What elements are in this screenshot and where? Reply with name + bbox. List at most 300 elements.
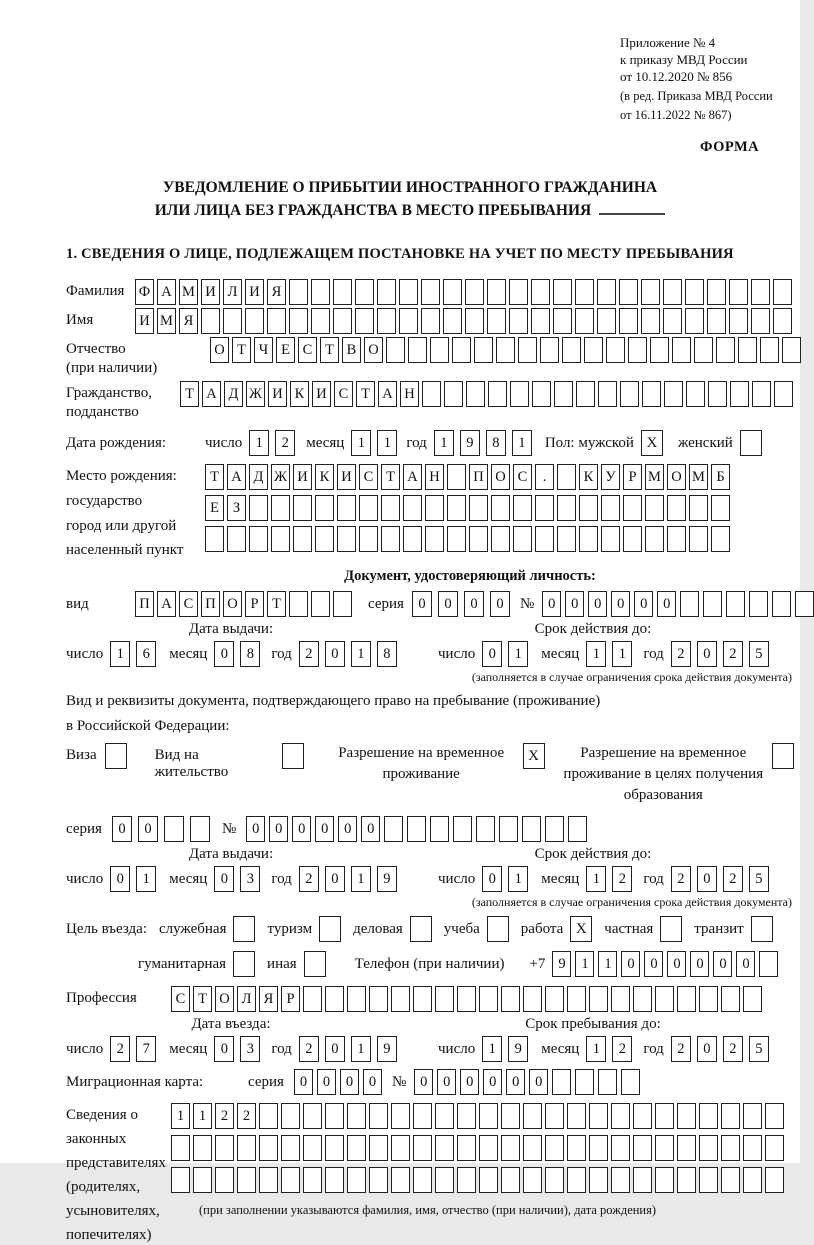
char-cell[interactable]: 0: [338, 816, 357, 842]
char-cell[interactable]: [259, 1167, 278, 1193]
char-cell[interactable]: [606, 337, 625, 363]
char-cell[interactable]: Т: [267, 591, 286, 617]
char-cell[interactable]: Н: [400, 381, 419, 407]
char-cell[interactable]: [457, 986, 476, 1012]
char-cell[interactable]: [355, 279, 374, 305]
char-cell[interactable]: [190, 816, 210, 842]
char-cell[interactable]: О: [210, 337, 229, 363]
char-cell[interactable]: 1: [193, 1103, 212, 1129]
char-cell[interactable]: [545, 816, 564, 842]
char-cell[interactable]: [171, 1167, 190, 1193]
char-cell[interactable]: [557, 526, 576, 552]
char-cell[interactable]: [711, 495, 730, 521]
char-cell[interactable]: 2: [723, 1036, 743, 1062]
char-cell[interactable]: [650, 337, 669, 363]
char-cell[interactable]: [491, 495, 510, 521]
char-cell[interactable]: 0: [412, 591, 432, 617]
char-cell[interactable]: [435, 986, 454, 1012]
char-cell[interactable]: [795, 591, 814, 617]
char-cell[interactable]: И: [312, 381, 331, 407]
char-cell[interactable]: [721, 1135, 740, 1161]
char-cell[interactable]: Р: [245, 591, 264, 617]
char-cell[interactable]: Р: [281, 986, 300, 1012]
char-cell[interactable]: [443, 279, 462, 305]
purpose-private-checkbox[interactable]: [660, 916, 682, 942]
char-cell[interactable]: [487, 279, 506, 305]
char-cell[interactable]: [554, 381, 573, 407]
char-cell[interactable]: [479, 1167, 498, 1193]
char-cell[interactable]: [584, 337, 603, 363]
char-cell[interactable]: О: [215, 986, 234, 1012]
char-cell[interactable]: [479, 986, 498, 1012]
char-cell[interactable]: [553, 308, 572, 334]
char-cell[interactable]: [325, 986, 344, 1012]
char-cell[interactable]: [699, 1167, 718, 1193]
char-cell[interactable]: [501, 1167, 520, 1193]
char-cell[interactable]: [193, 1167, 212, 1193]
char-cell[interactable]: [386, 337, 405, 363]
char-cell[interactable]: [311, 591, 330, 617]
char-cell[interactable]: [377, 279, 396, 305]
char-cell[interactable]: [677, 1135, 696, 1161]
char-cell[interactable]: [384, 816, 403, 842]
char-cell[interactable]: [523, 1135, 542, 1161]
char-cell[interactable]: [579, 495, 598, 521]
char-cell[interactable]: О: [491, 464, 510, 490]
char-cell[interactable]: [782, 337, 801, 363]
char-cell[interactable]: [567, 1135, 586, 1161]
char-cell[interactable]: [422, 381, 441, 407]
char-cell[interactable]: 0: [138, 816, 158, 842]
char-cell[interactable]: [545, 1135, 564, 1161]
char-cell[interactable]: 1: [377, 430, 397, 456]
char-cell[interactable]: [237, 1167, 256, 1193]
char-cell[interactable]: [751, 279, 770, 305]
char-cell[interactable]: [413, 986, 432, 1012]
char-cell[interactable]: [249, 526, 268, 552]
char-cell[interactable]: [476, 816, 495, 842]
char-cell[interactable]: 1: [586, 641, 606, 667]
char-cell[interactable]: [444, 381, 463, 407]
char-cell[interactable]: 0: [667, 951, 686, 977]
char-cell[interactable]: И: [245, 279, 264, 305]
char-cell[interactable]: [677, 1103, 696, 1129]
char-cell[interactable]: 3: [240, 866, 260, 892]
char-cell[interactable]: О: [667, 464, 686, 490]
char-cell[interactable]: [413, 1135, 432, 1161]
char-cell[interactable]: [447, 526, 466, 552]
char-cell[interactable]: 0: [438, 591, 458, 617]
char-cell[interactable]: [611, 1135, 630, 1161]
char-cell[interactable]: С: [359, 464, 378, 490]
char-cell[interactable]: Ж: [246, 381, 265, 407]
char-cell[interactable]: 0: [325, 866, 345, 892]
char-cell[interactable]: [259, 1103, 278, 1129]
char-cell[interactable]: 2: [723, 866, 743, 892]
char-cell[interactable]: [729, 279, 748, 305]
char-cell[interactable]: [765, 1167, 784, 1193]
char-cell[interactable]: [303, 1103, 322, 1129]
char-cell[interactable]: [597, 279, 616, 305]
char-cell[interactable]: [726, 591, 745, 617]
char-cell[interactable]: [685, 279, 704, 305]
char-cell[interactable]: [435, 1135, 454, 1161]
char-cell[interactable]: [641, 308, 660, 334]
char-cell[interactable]: Л: [237, 986, 256, 1012]
char-cell[interactable]: [773, 308, 792, 334]
char-cell[interactable]: [553, 279, 572, 305]
char-cell[interactable]: [633, 1135, 652, 1161]
char-cell[interactable]: [413, 1103, 432, 1129]
char-cell[interactable]: [621, 1069, 640, 1095]
char-cell[interactable]: [677, 1167, 696, 1193]
char-cell[interactable]: [509, 279, 528, 305]
char-cell[interactable]: Е: [205, 495, 224, 521]
char-cell[interactable]: 0: [657, 591, 676, 617]
char-cell[interactable]: [325, 1167, 344, 1193]
char-cell[interactable]: [707, 279, 726, 305]
char-cell[interactable]: 0: [110, 866, 130, 892]
char-cell[interactable]: [164, 816, 184, 842]
char-cell[interactable]: Ж: [271, 464, 290, 490]
char-cell[interactable]: Я: [259, 986, 278, 1012]
char-cell[interactable]: 1: [508, 641, 528, 667]
char-cell[interactable]: С: [513, 464, 532, 490]
char-cell[interactable]: [523, 986, 542, 1012]
char-cell[interactable]: 3: [240, 1036, 260, 1062]
char-cell[interactable]: [377, 308, 396, 334]
char-cell[interactable]: [311, 279, 330, 305]
char-cell[interactable]: [633, 1103, 652, 1129]
male-checkbox[interactable]: X: [641, 430, 663, 456]
char-cell[interactable]: 0: [736, 951, 755, 977]
char-cell[interactable]: [469, 526, 488, 552]
char-cell[interactable]: С: [171, 986, 190, 1012]
char-cell[interactable]: [655, 1135, 674, 1161]
char-cell[interactable]: [281, 1167, 300, 1193]
char-cell[interactable]: [699, 986, 718, 1012]
char-cell[interactable]: [601, 526, 620, 552]
char-cell[interactable]: 7: [136, 1036, 156, 1062]
char-cell[interactable]: К: [315, 464, 334, 490]
char-cell[interactable]: 6: [136, 641, 156, 667]
char-cell[interactable]: А: [403, 464, 422, 490]
char-cell[interactable]: [576, 381, 595, 407]
char-cell[interactable]: [289, 279, 308, 305]
char-cell[interactable]: [532, 381, 551, 407]
char-cell[interactable]: [399, 279, 418, 305]
char-cell[interactable]: [689, 526, 708, 552]
char-cell[interactable]: Т: [180, 381, 199, 407]
char-cell[interactable]: [535, 495, 554, 521]
char-cell[interactable]: [403, 495, 422, 521]
char-cell[interactable]: [205, 526, 224, 552]
char-cell[interactable]: 0: [697, 1036, 717, 1062]
char-cell[interactable]: П: [201, 591, 220, 617]
char-cell[interactable]: О: [364, 337, 383, 363]
char-cell[interactable]: [501, 1135, 520, 1161]
char-cell[interactable]: 2: [215, 1103, 234, 1129]
char-cell[interactable]: [303, 1167, 322, 1193]
char-cell[interactable]: Я: [267, 279, 286, 305]
char-cell[interactable]: [575, 1069, 594, 1095]
char-cell[interactable]: 2: [671, 866, 691, 892]
char-cell[interactable]: [623, 526, 642, 552]
char-cell[interactable]: [447, 464, 466, 490]
char-cell[interactable]: П: [469, 464, 488, 490]
char-cell[interactable]: 0: [482, 641, 502, 667]
char-cell[interactable]: [589, 1167, 608, 1193]
char-cell[interactable]: Т: [232, 337, 251, 363]
char-cell[interactable]: 0: [214, 641, 234, 667]
char-cell[interactable]: [465, 279, 484, 305]
char-cell[interactable]: [249, 495, 268, 521]
char-cell[interactable]: 0: [490, 591, 510, 617]
char-cell[interactable]: [325, 1135, 344, 1161]
char-cell[interactable]: С: [179, 591, 198, 617]
char-cell[interactable]: М: [645, 464, 664, 490]
purpose-humanitarian-checkbox[interactable]: [233, 951, 255, 977]
char-cell[interactable]: 1: [612, 641, 632, 667]
char-cell[interactable]: [743, 1167, 762, 1193]
char-cell[interactable]: [359, 526, 378, 552]
char-cell[interactable]: [743, 986, 762, 1012]
char-cell[interactable]: [391, 1103, 410, 1129]
char-cell[interactable]: 9: [552, 951, 571, 977]
char-cell[interactable]: Т: [381, 464, 400, 490]
char-cell[interactable]: [452, 337, 471, 363]
char-cell[interactable]: [611, 1103, 630, 1129]
char-cell[interactable]: [171, 1135, 190, 1161]
char-cell[interactable]: [435, 1103, 454, 1129]
char-cell[interactable]: 0: [325, 1036, 345, 1062]
char-cell[interactable]: [501, 986, 520, 1012]
char-cell[interactable]: [655, 986, 674, 1012]
char-cell[interactable]: 0: [414, 1069, 433, 1095]
char-cell[interactable]: 5: [749, 866, 769, 892]
char-cell[interactable]: [611, 1167, 630, 1193]
char-cell[interactable]: [568, 816, 587, 842]
char-cell[interactable]: Ч: [254, 337, 273, 363]
char-cell[interactable]: [589, 986, 608, 1012]
char-cell[interactable]: Л: [223, 279, 242, 305]
char-cell[interactable]: [333, 308, 352, 334]
char-cell[interactable]: [686, 381, 705, 407]
char-cell[interactable]: 0: [340, 1069, 359, 1095]
char-cell[interactable]: 0: [611, 591, 630, 617]
char-cell[interactable]: 9: [460, 430, 480, 456]
char-cell[interactable]: [765, 1135, 784, 1161]
char-cell[interactable]: [499, 816, 518, 842]
char-cell[interactable]: И: [135, 308, 154, 334]
char-cell[interactable]: С: [334, 381, 353, 407]
char-cell[interactable]: [699, 1103, 718, 1129]
female-checkbox[interactable]: [740, 430, 762, 456]
char-cell[interactable]: [579, 526, 598, 552]
char-cell[interactable]: 0: [634, 591, 653, 617]
char-cell[interactable]: [672, 337, 691, 363]
purpose-official-checkbox[interactable]: [233, 916, 255, 942]
char-cell[interactable]: [347, 1103, 366, 1129]
char-cell[interactable]: 1: [351, 1036, 371, 1062]
char-cell[interactable]: [628, 337, 647, 363]
char-cell[interactable]: [523, 1167, 542, 1193]
char-cell[interactable]: [620, 381, 639, 407]
char-cell[interactable]: [562, 337, 581, 363]
char-cell[interactable]: [408, 337, 427, 363]
char-cell[interactable]: [765, 1103, 784, 1129]
char-cell[interactable]: [738, 337, 757, 363]
char-cell[interactable]: [359, 495, 378, 521]
char-cell[interactable]: 1: [586, 866, 606, 892]
char-cell[interactable]: 0: [542, 591, 561, 617]
char-cell[interactable]: [598, 1069, 617, 1095]
char-cell[interactable]: [751, 308, 770, 334]
char-cell[interactable]: [633, 1167, 652, 1193]
char-cell[interactable]: [289, 308, 308, 334]
char-cell[interactable]: А: [202, 381, 221, 407]
char-cell[interactable]: Т: [205, 464, 224, 490]
char-cell[interactable]: [435, 1167, 454, 1193]
char-cell[interactable]: 0: [588, 591, 607, 617]
purpose-business-checkbox[interactable]: [410, 916, 432, 942]
char-cell[interactable]: З: [227, 495, 246, 521]
char-cell[interactable]: 1: [351, 866, 371, 892]
char-cell[interactable]: 0: [325, 641, 345, 667]
char-cell[interactable]: [575, 308, 594, 334]
char-cell[interactable]: 0: [690, 951, 709, 977]
char-cell[interactable]: [567, 1103, 586, 1129]
char-cell[interactable]: [227, 526, 246, 552]
char-cell[interactable]: 0: [697, 866, 717, 892]
char-cell[interactable]: [369, 986, 388, 1012]
char-cell[interactable]: [721, 986, 740, 1012]
char-cell[interactable]: 1: [110, 641, 130, 667]
char-cell[interactable]: 1: [434, 430, 454, 456]
char-cell[interactable]: [518, 337, 537, 363]
residence-permit-checkbox[interactable]: [282, 743, 304, 769]
char-cell[interactable]: 1: [482, 1036, 502, 1062]
char-cell[interactable]: [680, 591, 699, 617]
char-cell[interactable]: [267, 308, 286, 334]
char-cell[interactable]: М: [157, 308, 176, 334]
char-cell[interactable]: 1: [171, 1103, 190, 1129]
char-cell[interactable]: 0: [460, 1069, 479, 1095]
char-cell[interactable]: [311, 308, 330, 334]
char-cell[interactable]: М: [689, 464, 708, 490]
char-cell[interactable]: В: [342, 337, 361, 363]
char-cell[interactable]: 9: [377, 1036, 397, 1062]
char-cell[interactable]: [443, 308, 462, 334]
char-cell[interactable]: С: [298, 337, 317, 363]
char-cell[interactable]: А: [157, 279, 176, 305]
char-cell[interactable]: [315, 495, 334, 521]
purpose-work-checkbox[interactable]: X: [570, 916, 592, 942]
char-cell[interactable]: Т: [320, 337, 339, 363]
char-cell[interactable]: [271, 526, 290, 552]
char-cell[interactable]: [479, 1135, 498, 1161]
char-cell[interactable]: 1: [351, 430, 371, 456]
char-cell[interactable]: 8: [240, 641, 260, 667]
char-cell[interactable]: [479, 1103, 498, 1129]
char-cell[interactable]: [513, 495, 532, 521]
char-cell[interactable]: К: [290, 381, 309, 407]
char-cell[interactable]: [293, 526, 312, 552]
char-cell[interactable]: И: [337, 464, 356, 490]
char-cell[interactable]: [391, 1135, 410, 1161]
char-cell[interactable]: [589, 1135, 608, 1161]
char-cell[interactable]: [677, 986, 696, 1012]
char-cell[interactable]: 0: [621, 951, 640, 977]
char-cell[interactable]: [413, 1167, 432, 1193]
visa-checkbox[interactable]: [105, 743, 127, 769]
char-cell[interactable]: И: [268, 381, 287, 407]
char-cell[interactable]: [663, 308, 682, 334]
char-cell[interactable]: [347, 1135, 366, 1161]
char-cell[interactable]: [531, 279, 550, 305]
char-cell[interactable]: [425, 495, 444, 521]
char-cell[interactable]: [466, 381, 485, 407]
char-cell[interactable]: Д: [224, 381, 243, 407]
char-cell[interactable]: 0: [713, 951, 732, 977]
char-cell[interactable]: [730, 381, 749, 407]
char-cell[interactable]: [293, 495, 312, 521]
char-cell[interactable]: Д: [249, 464, 268, 490]
char-cell[interactable]: Т: [193, 986, 212, 1012]
char-cell[interactable]: 0: [697, 641, 717, 667]
char-cell[interactable]: [667, 495, 686, 521]
char-cell[interactable]: [271, 495, 290, 521]
char-cell[interactable]: 5: [749, 1036, 769, 1062]
purpose-transit-checkbox[interactable]: [751, 916, 773, 942]
char-cell[interactable]: Б: [711, 464, 730, 490]
char-cell[interactable]: [752, 381, 771, 407]
char-cell[interactable]: [721, 1167, 740, 1193]
char-cell[interactable]: [760, 337, 779, 363]
char-cell[interactable]: А: [378, 381, 397, 407]
char-cell[interactable]: [567, 1167, 586, 1193]
char-cell[interactable]: [465, 308, 484, 334]
char-cell[interactable]: 0: [112, 816, 132, 842]
char-cell[interactable]: [711, 526, 730, 552]
char-cell[interactable]: [496, 337, 515, 363]
char-cell[interactable]: [347, 1167, 366, 1193]
char-cell[interactable]: [645, 526, 664, 552]
char-cell[interactable]: А: [227, 464, 246, 490]
char-cell[interactable]: [337, 526, 356, 552]
char-cell[interactable]: [633, 986, 652, 1012]
char-cell[interactable]: [774, 381, 793, 407]
char-cell[interactable]: [619, 308, 638, 334]
char-cell[interactable]: 0: [214, 1036, 234, 1062]
char-cell[interactable]: [513, 526, 532, 552]
char-cell[interactable]: 0: [437, 1069, 456, 1095]
char-cell[interactable]: Ф: [135, 279, 154, 305]
char-cell[interactable]: [623, 495, 642, 521]
char-cell[interactable]: [425, 526, 444, 552]
char-cell[interactable]: [523, 1103, 542, 1129]
char-cell[interactable]: 2: [671, 641, 691, 667]
char-cell[interactable]: [474, 337, 493, 363]
char-cell[interactable]: [399, 308, 418, 334]
char-cell[interactable]: [552, 1069, 571, 1095]
char-cell[interactable]: [708, 381, 727, 407]
char-cell[interactable]: [215, 1167, 234, 1193]
char-cell[interactable]: А: [157, 591, 176, 617]
char-cell[interactable]: 0: [565, 591, 584, 617]
char-cell[interactable]: [655, 1167, 674, 1193]
char-cell[interactable]: П: [135, 591, 154, 617]
